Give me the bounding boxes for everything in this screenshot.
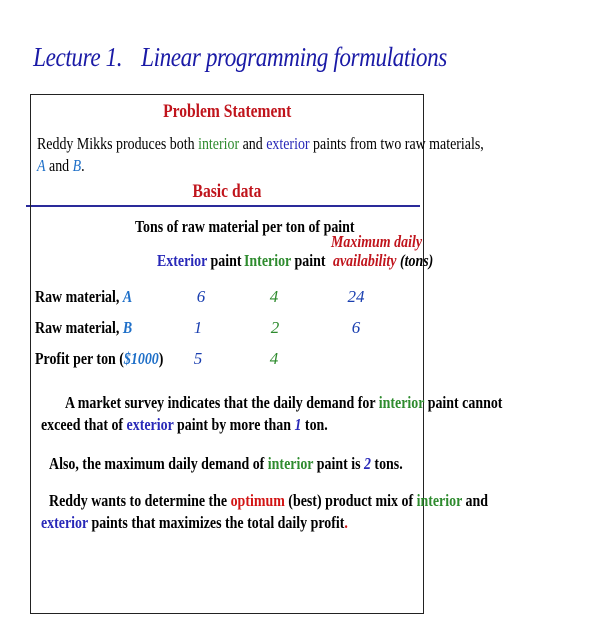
table-cell-exterior: 5 [193, 349, 203, 368]
demand-constraint-text: A market survey indicates that the daily demand for interior paint cannot exceed that of exterior paint by more than 1 ton. [41, 393, 503, 434]
col-header-interior: Interior paint [244, 251, 326, 270]
table-cell-exterior: 1 [193, 318, 203, 337]
table-caption: Tons of raw material per ton of paint [135, 217, 355, 236]
page-title [33, 42, 447, 73]
problem-statement-heading: Problem Statement [162, 101, 292, 122]
title-lecture: Lecture 1. [33, 42, 123, 72]
col-header-max-line2: availability (tons) [333, 251, 434, 270]
basic-data-heading: Basic data [192, 181, 262, 202]
table-row-label: Raw material, A [35, 287, 133, 306]
title-topic: Linear programming formulations [141, 42, 447, 72]
col-header-max-line1: Maximum daily [331, 232, 423, 251]
table-cell-interior: 4 [269, 349, 279, 368]
col-header-exterior: Exterior paint [157, 251, 242, 270]
max-demand-text: Also, the maximum daily demand of interior paint is 2 tons. [49, 454, 403, 473]
table-cell-interior: 2 [270, 318, 280, 337]
problem-statement-text: Reddy Mikks produces both interior and exterior paints from two raw materials, A and B. [37, 134, 484, 175]
table-row-label: Raw material, B [35, 318, 133, 337]
content-frame [30, 94, 503, 614]
table-cell-max: 6 [351, 318, 361, 337]
table-cell-interior: 4 [269, 287, 279, 306]
table-row-label: Profit per ton ($1000) [35, 349, 164, 368]
objective-text: Reddy wants to determine the optimum (best) product mix of interior and exterior paints that maximizes the total daily profit. [41, 491, 488, 532]
table-cell-max: 24 [347, 287, 365, 306]
table-cell-exterior: 6 [196, 287, 206, 306]
